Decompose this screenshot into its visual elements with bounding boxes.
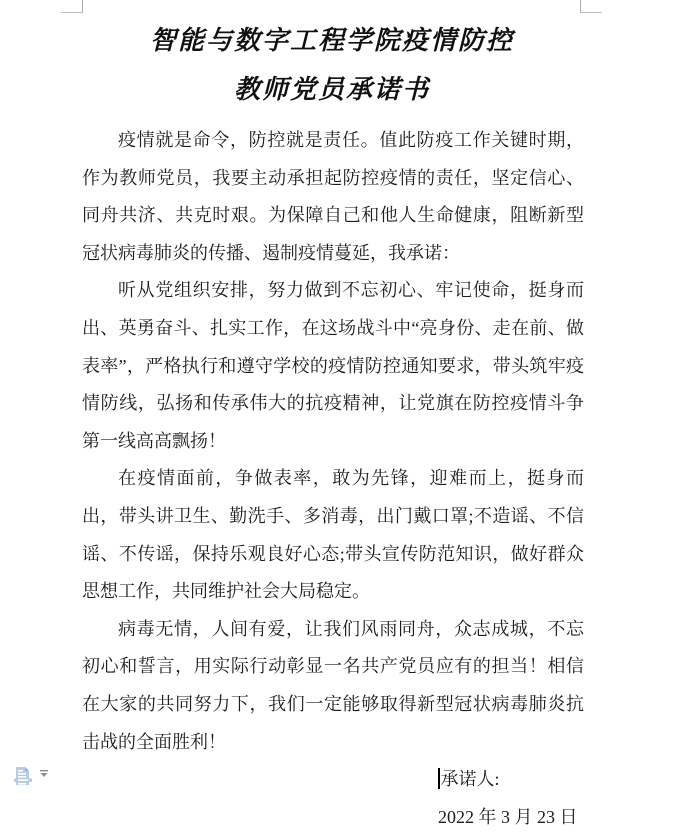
text-boundary-mark-top-right <box>580 0 602 13</box>
date-line: 2022 年 3 月 23 日 <box>438 806 578 827</box>
paste-options-document-icon <box>13 765 33 787</box>
document-title-line-1: 智能与数字工程学院疫情防控 <box>149 26 514 55</box>
signatory-label: 承诺人: <box>440 769 500 790</box>
text-boundary-mark-top-left <box>61 0 83 13</box>
paragraph-pledge-2[interactable]: 在疫情面前，争做表率，敢为先锋，迎难而上，挺身而出，带头讲卫生、勤洗手、多消毒，出门戴口罩;不造谣、不信谣、不传谣，保持乐观良好心态;带头宣传防范知识，做好群众思想工作，共同维护社会大局稳定。 <box>82 468 584 602</box>
document-title <box>82 16 582 114</box>
paragraph-pledge-1[interactable]: 听从党组织安排，努力做到不忘初心、牢记使命，挺身而出、英勇奋斗、扎实工作，在这场战斗中“亮身份、走在前、做表率”，严格执行和遵守学校的疫情防控通知要求，带头筑牢疫情防线，弘扬和传承伟大的抗疫精神，让党旗在防控疫情斗争第一线高高飘扬！ <box>82 280 584 451</box>
text-cursor <box>438 768 440 789</box>
dropdown-arrow-icon[interactable] <box>39 770 49 778</box>
paste-options-button[interactable] <box>13 763 53 789</box>
paragraph-closing[interactable]: 病毒无情，人间有爱，让我们风雨同舟，众志成城，不忘初心和誓言，用实际行动彰显一名共产党员应有的担当！相信在大家的共同努力下，我们一定能够取得新型冠状病毒肺炎抗击战的全面胜利！ <box>82 618 584 752</box>
document-title-line-2: 教师党员承诺书 <box>233 75 430 104</box>
paragraph-intro[interactable]: 疫情就是命令，防控就是责任。值此防疫工作关键时期，作为教师党员，我要主动承担起防控疫情的责任，坚定信心、同舟共济、共克时艰。为保障自己和他人生命健康，阻断新型冠状病毒肺炎的传播、遏制疫情蔓延，我承诺： <box>82 130 584 263</box>
signature-row[interactable] <box>438 761 688 799</box>
document-body[interactable] <box>82 122 584 761</box>
